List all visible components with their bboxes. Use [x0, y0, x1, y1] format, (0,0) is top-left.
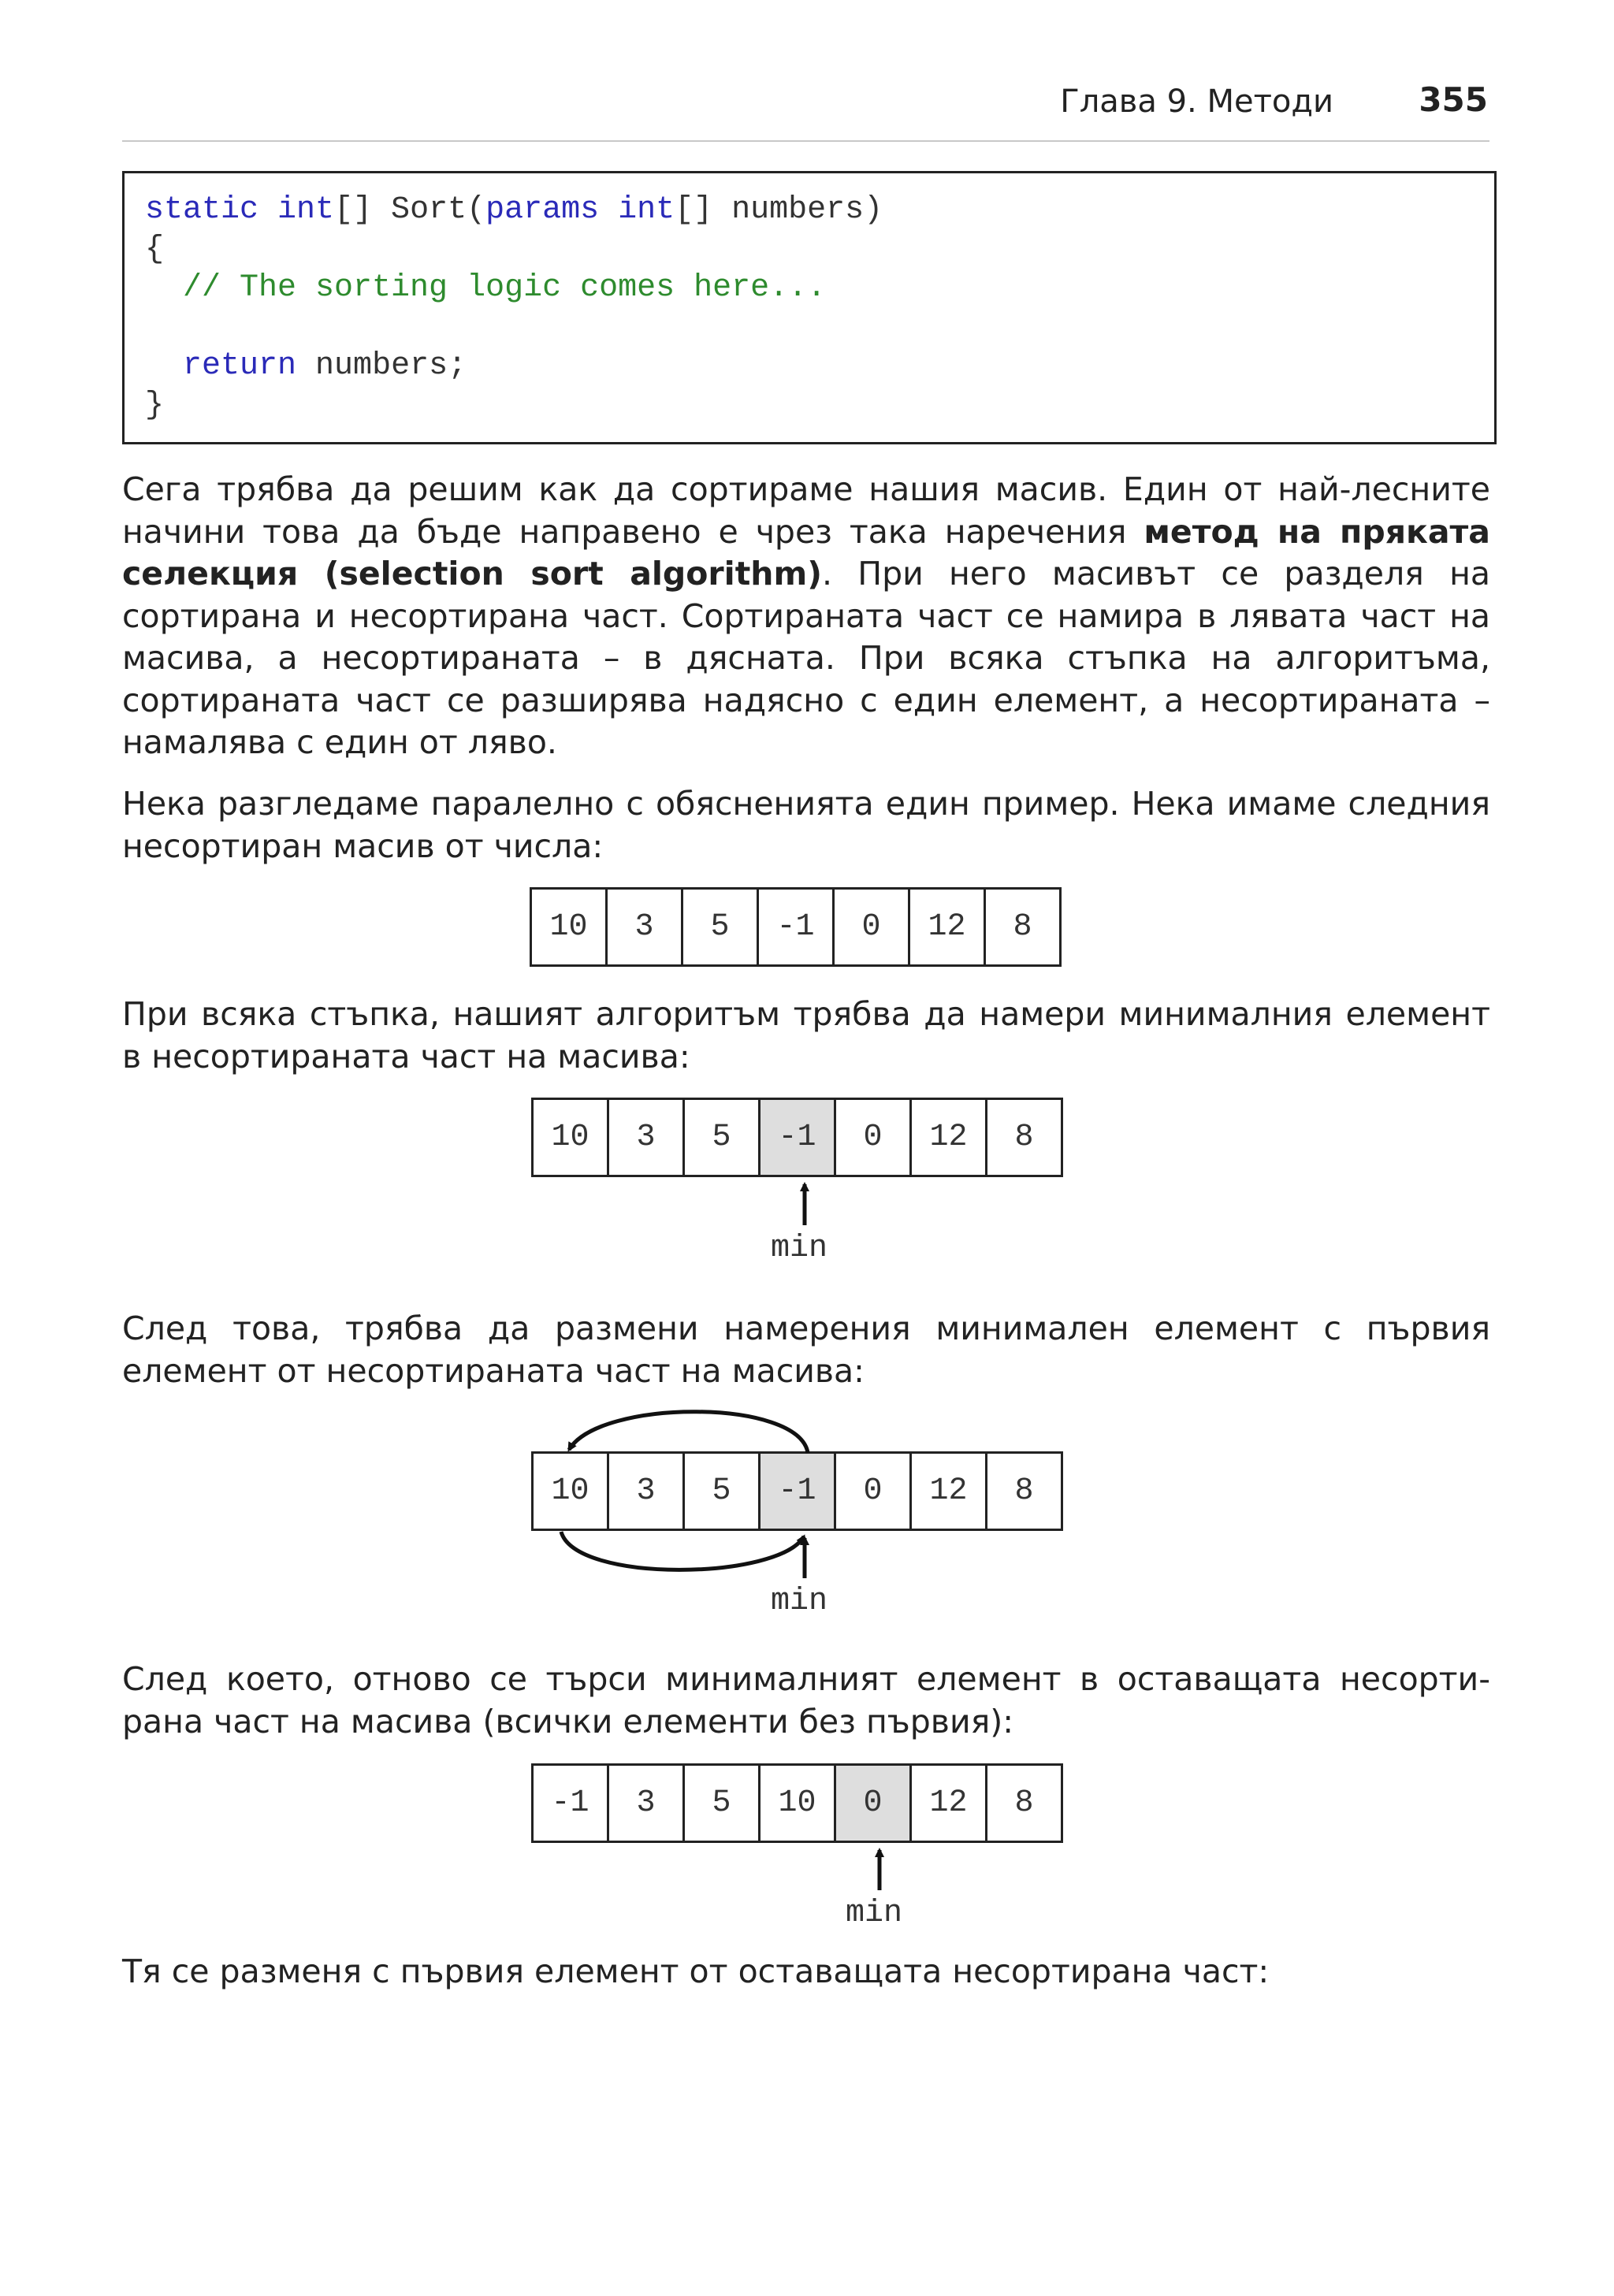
page-number: 355	[1419, 80, 1488, 119]
code-comment: // The sorting logic comes here...	[145, 270, 827, 306]
array-cell: 10	[531, 1098, 609, 1177]
paragraph-text: . При него масивът се разделя на сортирана и несортирана част. Сортираната част се намира в лявата част на масива, а несортираната – в дясната. При всяка стъпка на алгоритъма, сортираната част се разширява надясно с един елемент, а несортираната – намалява с един от ляво.	[122, 555, 1490, 761]
paragraph-example: Нека разгледаме паралелно с обясненията един пример. Нека имаме следния несортиран масив от числа:	[122, 785, 1490, 865]
array-cell: -1	[758, 1451, 836, 1531]
array-cell: 3	[605, 887, 683, 967]
array-cell: 10	[758, 1763, 836, 1843]
array-cell: 3	[607, 1098, 685, 1177]
term-bold: метод на пряката селекция (selection sort algorithm)	[122, 512, 1490, 593]
code-token: {	[145, 231, 165, 267]
array-cell: 3	[607, 1763, 685, 1843]
array-cell: 12	[909, 1098, 987, 1177]
chapter-title: Глава 9. Методи	[1060, 84, 1333, 120]
min-label: min	[771, 1231, 828, 1266]
array-cell: 5	[681, 887, 759, 967]
array-cell: 0	[834, 1763, 912, 1843]
min-label: min	[771, 1584, 828, 1619]
array-cell: 0	[832, 887, 910, 967]
paragraph-next-min: След което, отново се търси минималният елемент в оставащата несорти-рана част на масива (всички елементи без първия):	[122, 1660, 1490, 1741]
paragraph-text: Сега трябва да решим как да сортираме нашия масив. Един от най-лесните начини това да бъде направено е чрез така наречения	[122, 470, 1490, 551]
array-cell: 12	[908, 887, 986, 967]
array-cell: 8	[985, 1451, 1063, 1531]
array-cell: 8	[984, 887, 1062, 967]
paragraph-swap-next: Тя се разменя с първия елемент от оставащата несортирана част:	[122, 1952, 1270, 1990]
array-cell: 10	[530, 887, 608, 967]
code-token: }	[145, 387, 165, 423]
array-cell: 5	[682, 1098, 761, 1177]
code-token: [] numbers)	[675, 192, 883, 228]
array-cell: 5	[682, 1763, 761, 1843]
code-token: numbers;	[296, 348, 467, 384]
array-cell: 0	[834, 1451, 912, 1531]
array-cell: -1	[758, 1098, 836, 1177]
array-cell: 5	[682, 1451, 761, 1531]
code-keyword: return	[183, 348, 297, 384]
array-cell: -1	[757, 887, 835, 967]
array-cell: 12	[909, 1451, 987, 1531]
array-cell: 8	[985, 1763, 1063, 1843]
paragraph-swap: След това, трябва да размени намерения минимален елемент с първия елемент от несортираната част на масива:	[122, 1310, 1490, 1390]
code-keyword: static int	[145, 192, 335, 228]
array-cell: 10	[531, 1451, 609, 1531]
swap-arrow-top-icon	[569, 1412, 808, 1453]
paragraph-find-min: При всяка стъпка, нашият алгоритъм трябва да намери минималния елемент в несортираната част на масива:	[122, 995, 1490, 1076]
swap-arrow-bottom-icon	[561, 1532, 804, 1570]
array-cell: 12	[909, 1763, 987, 1843]
array-cell: 3	[607, 1451, 685, 1531]
code-keyword: params int	[485, 192, 675, 228]
array-cell: 0	[834, 1098, 912, 1177]
code-token: [] Sort(	[334, 192, 486, 228]
min-label: min	[846, 1896, 903, 1931]
array-cell: 8	[985, 1098, 1063, 1177]
array-cell: -1	[531, 1763, 609, 1843]
